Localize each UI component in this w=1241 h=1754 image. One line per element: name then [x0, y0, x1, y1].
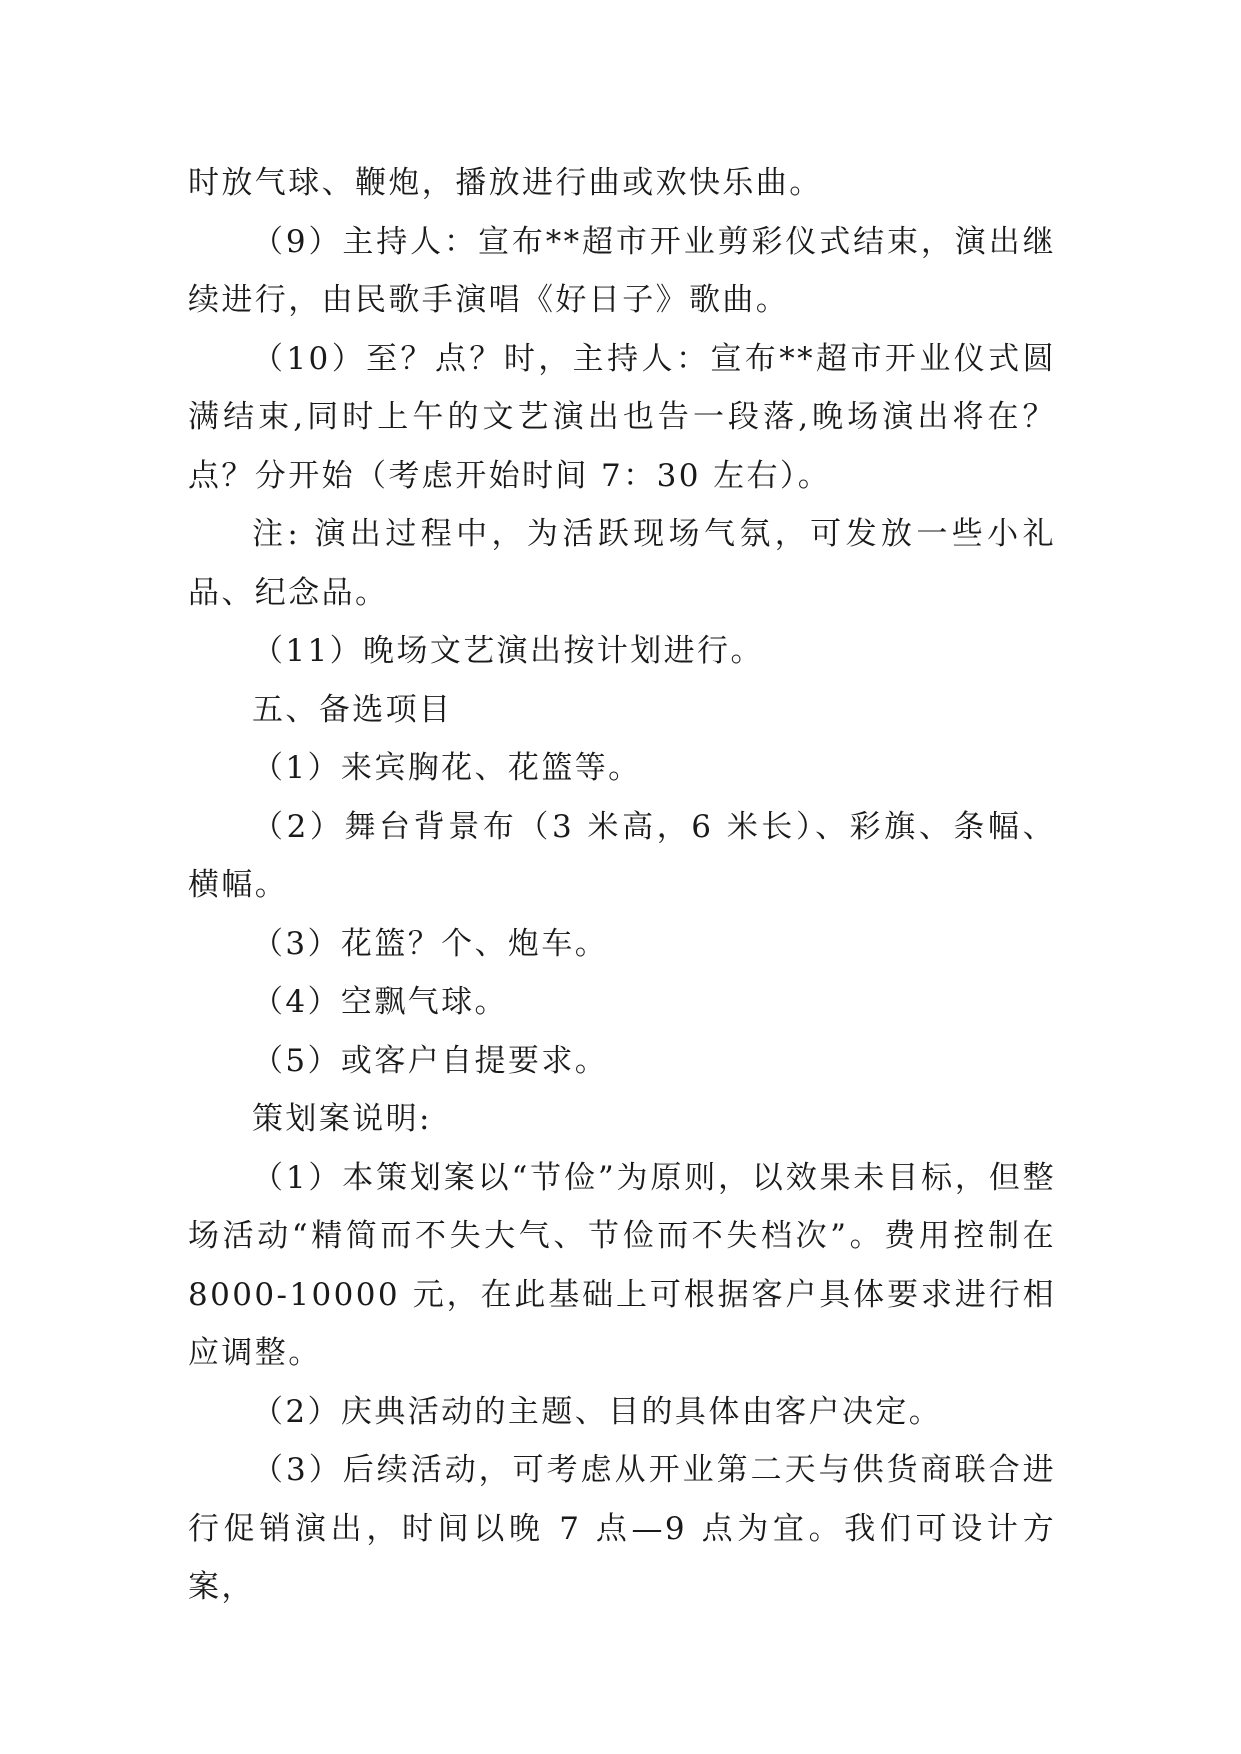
paragraph: （3）后续活动，可考虑从开业第二天与供货商联合进行促销演出，时间以晚 7 点—9 点为宜。我们可设计方案，	[188, 1452, 1056, 1605]
list-item: （3）花篮？个、炮车。	[252, 925, 609, 962]
list-item: （5）或客户自提要求。	[252, 1042, 609, 1079]
paragraph: （1）本策划案以“节俭”为原则，以效果未目标，但整场活动“精简而不失大气、节俭而不失档次”。费用控制在 8000-10000 元，在此基础上可根据客户具体要求进行相应调整。	[188, 1159, 1056, 1371]
section-heading: 五、备选项目	[252, 691, 453, 728]
paragraph: （11）晚场文艺演出按计划进行。	[252, 633, 764, 669]
paragraph: （10）至？点？时，主持人：宣布**超市开业仪式圆满结束,同时上午的文艺演出也告一段落,晚场演出将在？点？分开始（考虑开始时间 7：30 左右）。	[188, 340, 1056, 494]
list-item: （2）舞台背景布（3 米高，6 米长）、彩旗、条幅、横幅。	[188, 808, 1056, 903]
paragraph: （9）主持人：宣布**超市开业剪彩仪式结束，演出继续进行，由民歌手演唱《好日子》歌曲。	[188, 223, 1056, 318]
list-item: （4）空飘气球。	[252, 984, 508, 1020]
document-body	[188, 154, 1056, 1617]
paragraph: 时放气球、鞭炮，播放进行曲或欢快乐曲。	[188, 165, 823, 201]
paragraph: （2）庆典活动的主题、目的具体由客户决定。	[252, 1393, 943, 1430]
section-heading: 策划案说明:	[252, 1101, 432, 1137]
list-item: （1）来宾胸花、花篮等。	[252, 750, 642, 786]
paragraph: 注: 演出过程中，为活跃现场气氛，可发放一些小礼品、纪念品。	[188, 516, 1056, 611]
